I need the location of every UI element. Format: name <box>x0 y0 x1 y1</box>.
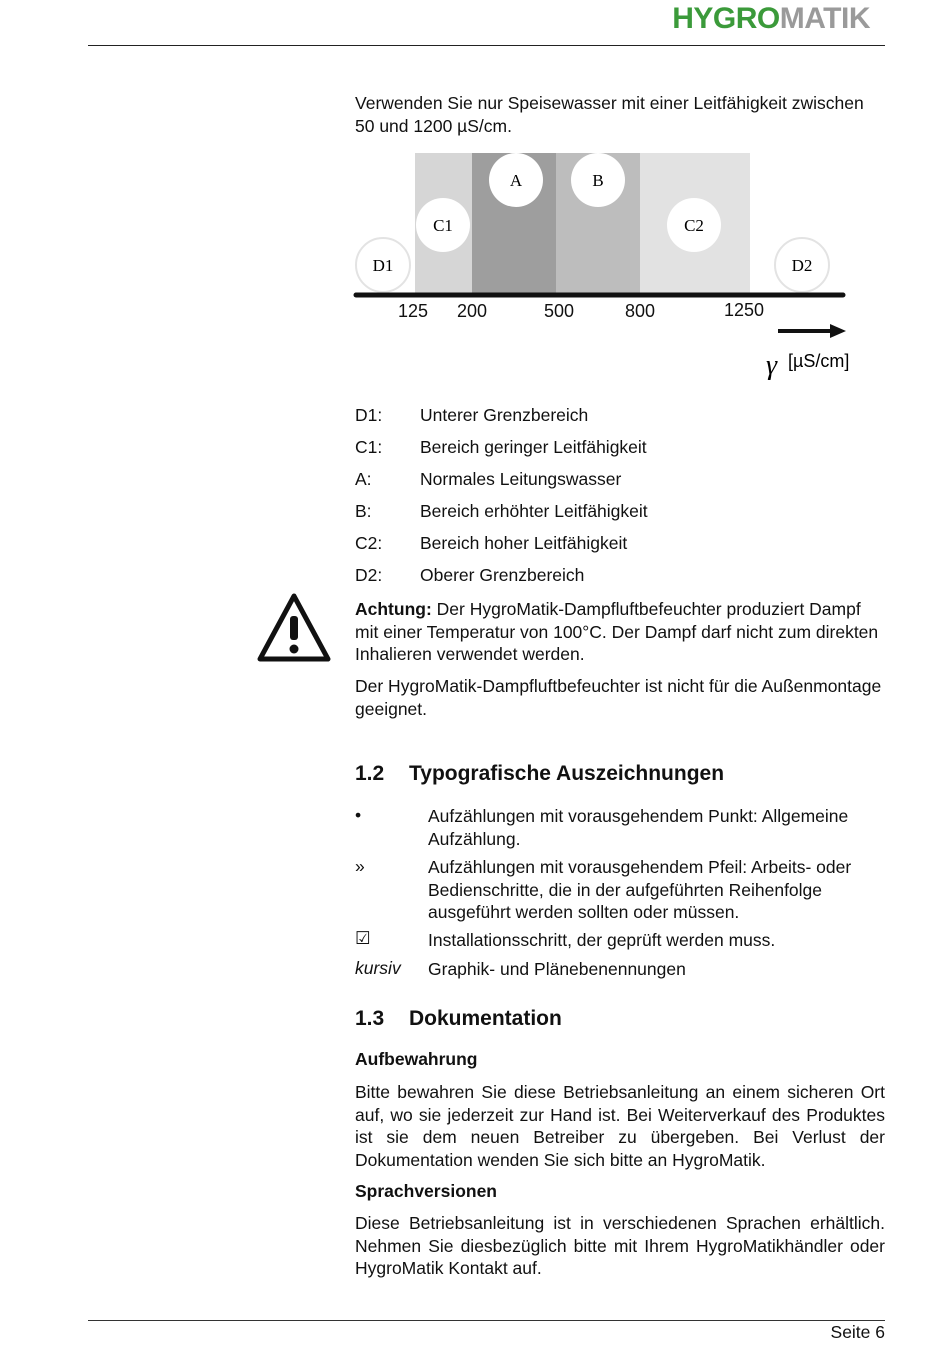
bullet-arrow-icon: » <box>355 856 365 876</box>
intro-text: Verwenden Sie nur Speisewasser mit einer Leitfähigkeit zwischen 50 und 1200 µS/cm. <box>355 93 864 136</box>
zone-c1-label: C1 <box>433 216 453 235</box>
gamma-symbol: γ <box>766 350 778 381</box>
warning-label: Achtung: <box>355 599 432 619</box>
zone-d1-circle <box>356 238 410 292</box>
conductivity-diagram <box>350 148 870 383</box>
tick-label-200: 200 <box>456 301 488 321</box>
axis-unit-label: [µS/cm] <box>788 351 850 371</box>
zone-c2-label: C2 <box>684 216 704 235</box>
legend-label: Unterer Grenzbereich <box>420 405 589 425</box>
tick-label-1250: 1250 <box>723 300 765 320</box>
list-item: Aufzählungen mit vorausgehendem Pfeil: Arbeits- oder Bedienschritte, die in der aufgeführten Reihenfolge ausgeführt werden sollten oder müssen. <box>428 857 852 922</box>
outdoor-note: Der HygroMatik-Dampfluftbefeuchter ist nicht für die Außenmontage geeignet. <box>355 676 882 719</box>
tick-label-125: 125 <box>397 301 429 321</box>
footer-rule <box>88 1320 885 1321</box>
legend-key: A: <box>355 469 372 489</box>
zone-d2-circle <box>775 238 829 292</box>
section-title: Dokumentation <box>409 1007 562 1030</box>
list-item: Graphik- und Plänebenennungen <box>428 959 686 979</box>
section-number: 1.2 <box>355 762 385 785</box>
zone-a-circle <box>489 153 543 207</box>
italic-marker: kursiv <box>355 958 401 978</box>
header-rule <box>88 45 885 46</box>
warning-icon <box>256 592 332 664</box>
legend-key: B: <box>355 501 372 521</box>
legend-label: Bereich erhöhter Leitfähigkeit <box>420 501 648 521</box>
legend-key: D1: <box>355 405 383 425</box>
warning-text <box>355 598 885 666</box>
paragraph-sprachversionen: Diese Betriebsanleitung ist in verschiedenen Sprachen erhältlich. Nehmen Sie diesbezüglich bitte mit Ihrem HygroMatikhändler oder HygroMatik Kontakt auf. <box>355 1213 885 1278</box>
zone-d2-label: D2 <box>791 256 813 275</box>
list-item: Aufzählungen mit vorausgehendem Punkt: Allgemeine Aufzählung. <box>428 806 849 849</box>
section-title: Typografische Auszeichnungen <box>409 762 725 785</box>
logo-part-matik: MATIK <box>779 2 870 35</box>
legend-key: C2: <box>355 533 383 553</box>
zone-b-label: B <box>592 171 604 190</box>
warning-body: Der HygroMatik-Dampfluftbefeuchter produziert Dampf mit einer Temperatur von 100°C. Der Dampf darf nicht zum direkten Inhalieren verwendet werden. <box>355 599 879 664</box>
zone-a-label: A <box>509 171 523 190</box>
hygromatik-logo <box>672 2 870 36</box>
tick-label-800: 800 <box>624 301 656 321</box>
logo-part-hygro: HYGRO <box>672 2 780 35</box>
zone-c2-circle <box>667 198 721 252</box>
page-number: Seite 6 <box>830 1322 885 1342</box>
checkbox-checked-icon: ☑ <box>355 928 371 948</box>
list-item: Installationsschritt, der geprüft werden muss. <box>428 930 776 950</box>
legend-label: Normales Leitungswasser <box>420 469 622 489</box>
section-number: 1.3 <box>355 1007 385 1030</box>
subheading-aufbewahrung: Aufbewahrung <box>355 1049 478 1069</box>
legend-label: Oberer Grenzbereich <box>420 565 585 585</box>
bullet-dot-icon: • <box>355 805 362 825</box>
zone-c1-circle <box>416 198 470 252</box>
zone-b-circle <box>571 153 625 207</box>
legend-key: D2: <box>355 565 383 585</box>
tick-label-500: 500 <box>543 301 575 321</box>
legend-label: Bereich geringer Leitfähigkeit <box>420 437 647 457</box>
zone-d1-label: D1 <box>372 256 394 275</box>
legend-label: Bereich hoher Leitfähigkeit <box>420 533 628 553</box>
legend-key: C1: <box>355 437 383 457</box>
subheading-sprachversionen: Sprachversionen <box>355 1181 497 1201</box>
axis-arrow <box>778 324 846 338</box>
paragraph-aufbewahrung: Bitte bewahren Sie diese Betriebsanleitung an einem sicheren Ort auf, wo sie jederzeit zur Hand ist. Bei Weiterverkauf des Produktes ist sie dem neuen Betreiber zu übergeben. Bei Verlust der Dokumentation wenden Sie sich bitte an HygroMatik. <box>355 1082 885 1170</box>
